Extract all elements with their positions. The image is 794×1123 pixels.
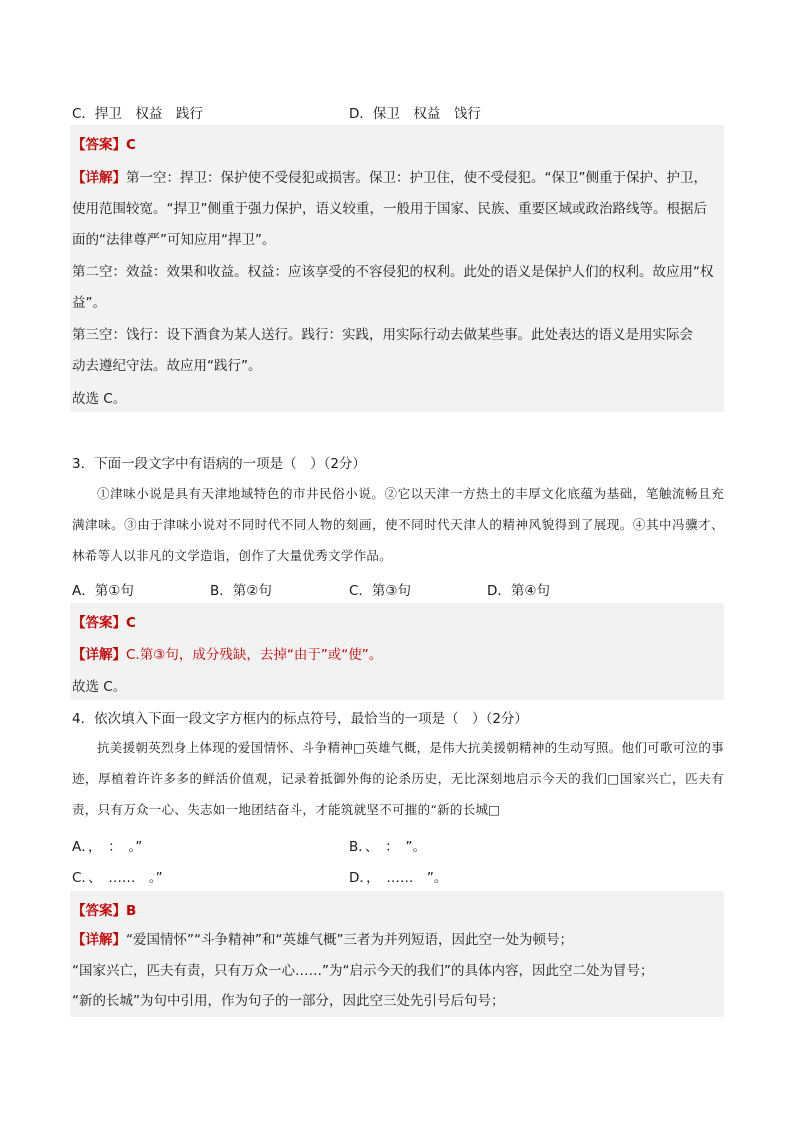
answer-tag: 【答案】 bbox=[72, 903, 126, 919]
q4-option-b: B．、 ： ”。 bbox=[349, 839, 427, 855]
q2-detail-line-7: 动去遵纪守法。故应用“践行”。 bbox=[72, 358, 262, 374]
detail-tag: 【详解】 bbox=[72, 170, 126, 186]
answer-tag: 【答案】 bbox=[72, 615, 126, 631]
q2-detail-line-6: 第三空：饯行：设下酒食为某人送行。践行：实践，用实际行动去做某些事。此处表达的语义是用实际会 bbox=[72, 327, 693, 343]
q2-detail-line-4: 第二空：效益：效果和收益。权益：应该享受的不容侵犯的权利。此处的语义是保护人们的权利。故应用“权 bbox=[72, 264, 714, 280]
q4-option-a: A．， ： 。” bbox=[72, 839, 143, 855]
q4-detail-line-3: “新的长城”为句中引用，作为句子的一部分，因此空三处先引号后句号； bbox=[72, 993, 505, 1009]
q2-conclusion: 故选 C。 bbox=[72, 391, 127, 407]
answer-letter: B bbox=[126, 903, 137, 919]
q3-option-c: C．第③句 bbox=[349, 583, 412, 599]
q3-option-b: B．第②句 bbox=[210, 583, 272, 599]
q3-stem: 3．下面一段文字中有语病的一项是（ ）（2分） bbox=[72, 456, 366, 472]
q2-option-d: D．保卫 权益 饯行 bbox=[349, 106, 481, 122]
q3-passage: ①津味小说是具有天津地域特色的市井民俗小说。②它以天津一方热土的丰厚文化底蕴为基础，笔触流畅且充满津味。③由于津味小说对不同时代不同人物的刻画，使不同时代天津人的精神风貌得到了展现。④其中冯骥才、林希等人以非凡的文学造诣，创作了大量优秀文学作品。 bbox=[72, 486, 724, 563]
q4-answer-box bbox=[70, 891, 724, 1017]
q3-detail-line bbox=[72, 643, 382, 663]
q4-option-d: D．， …… ”。 bbox=[349, 870, 448, 886]
q3-conclusion: 故选 C。 bbox=[72, 679, 127, 695]
q2-option-c: C．捍卫 权益 践行 bbox=[72, 106, 203, 122]
q2-answer-box bbox=[70, 125, 724, 160]
q4-detail-line-2: “国家兴亡，匹夫有责，只有万众一心……”为“启示今天的我们”的具体内容，因此空二处为冒号； bbox=[72, 963, 654, 979]
detail-text: “爱国情怀”“斗争精神”和“英雄气概”三者为并列短语，因此空一处为顿号； bbox=[126, 932, 573, 948]
q3-answer-box bbox=[70, 603, 724, 700]
q3-answer-line bbox=[72, 611, 136, 631]
detail-text: C.第③句，成分残缺，去掉“由于”或“使”。 bbox=[126, 647, 383, 663]
q2-detail-line-2: 使用范围较宽。“捍卫”侧重于强力保护，语义较重，一般用于国家、民族、重要区域或政治路线等。根据后 bbox=[72, 201, 707, 217]
q4-detail-line-1 bbox=[72, 928, 573, 948]
detail-text: 第一空：捍卫：保护使不受侵犯或损害。保卫：护卫住，使不受侵犯。“保卫”侧重于保护、护卫， bbox=[126, 170, 707, 186]
detail-tag: 【详解】 bbox=[72, 932, 126, 948]
q2-detail-line-3: 面的“法律尊严”可知应用“捍卫”。 bbox=[72, 232, 276, 248]
q4-passage: 抗美援朝英烈身上体现的爱国情怀、斗争精神□英雄气概，是伟大抗美援朝精神的生动写照。他们可歌可泣的事迹，厚植着许许多多的鲜活价值观，记录着抵御外侮的论杀历史，无比深刻地启示今天的我们□国家兴亡，匹夫有责，只有万众一心、失志如一地团结奋斗，才能筑就坚不可摧的“新的长城□ bbox=[72, 740, 724, 817]
q2-detail-line-5: 益”。 bbox=[72, 295, 106, 311]
q2-answer-line bbox=[72, 133, 136, 153]
q2-detail-line-1 bbox=[72, 166, 707, 186]
answer-letter: C bbox=[126, 137, 136, 153]
q4-answer-line bbox=[72, 899, 136, 919]
q4-option-c: C．、 …… 。” bbox=[72, 870, 163, 886]
answer-letter: C bbox=[126, 615, 136, 631]
answer-tag: 【答案】 bbox=[72, 137, 126, 153]
q3-option-a: A．第①句 bbox=[72, 583, 134, 599]
q3-option-d: D．第④句 bbox=[487, 583, 550, 599]
q4-stem: 4．依次填入下面一段文字方框内的标点符号，最恰当的一项是（ ）（2分） bbox=[72, 711, 528, 727]
detail-tag: 【详解】 bbox=[72, 647, 126, 663]
q2-detail-box bbox=[70, 160, 724, 412]
